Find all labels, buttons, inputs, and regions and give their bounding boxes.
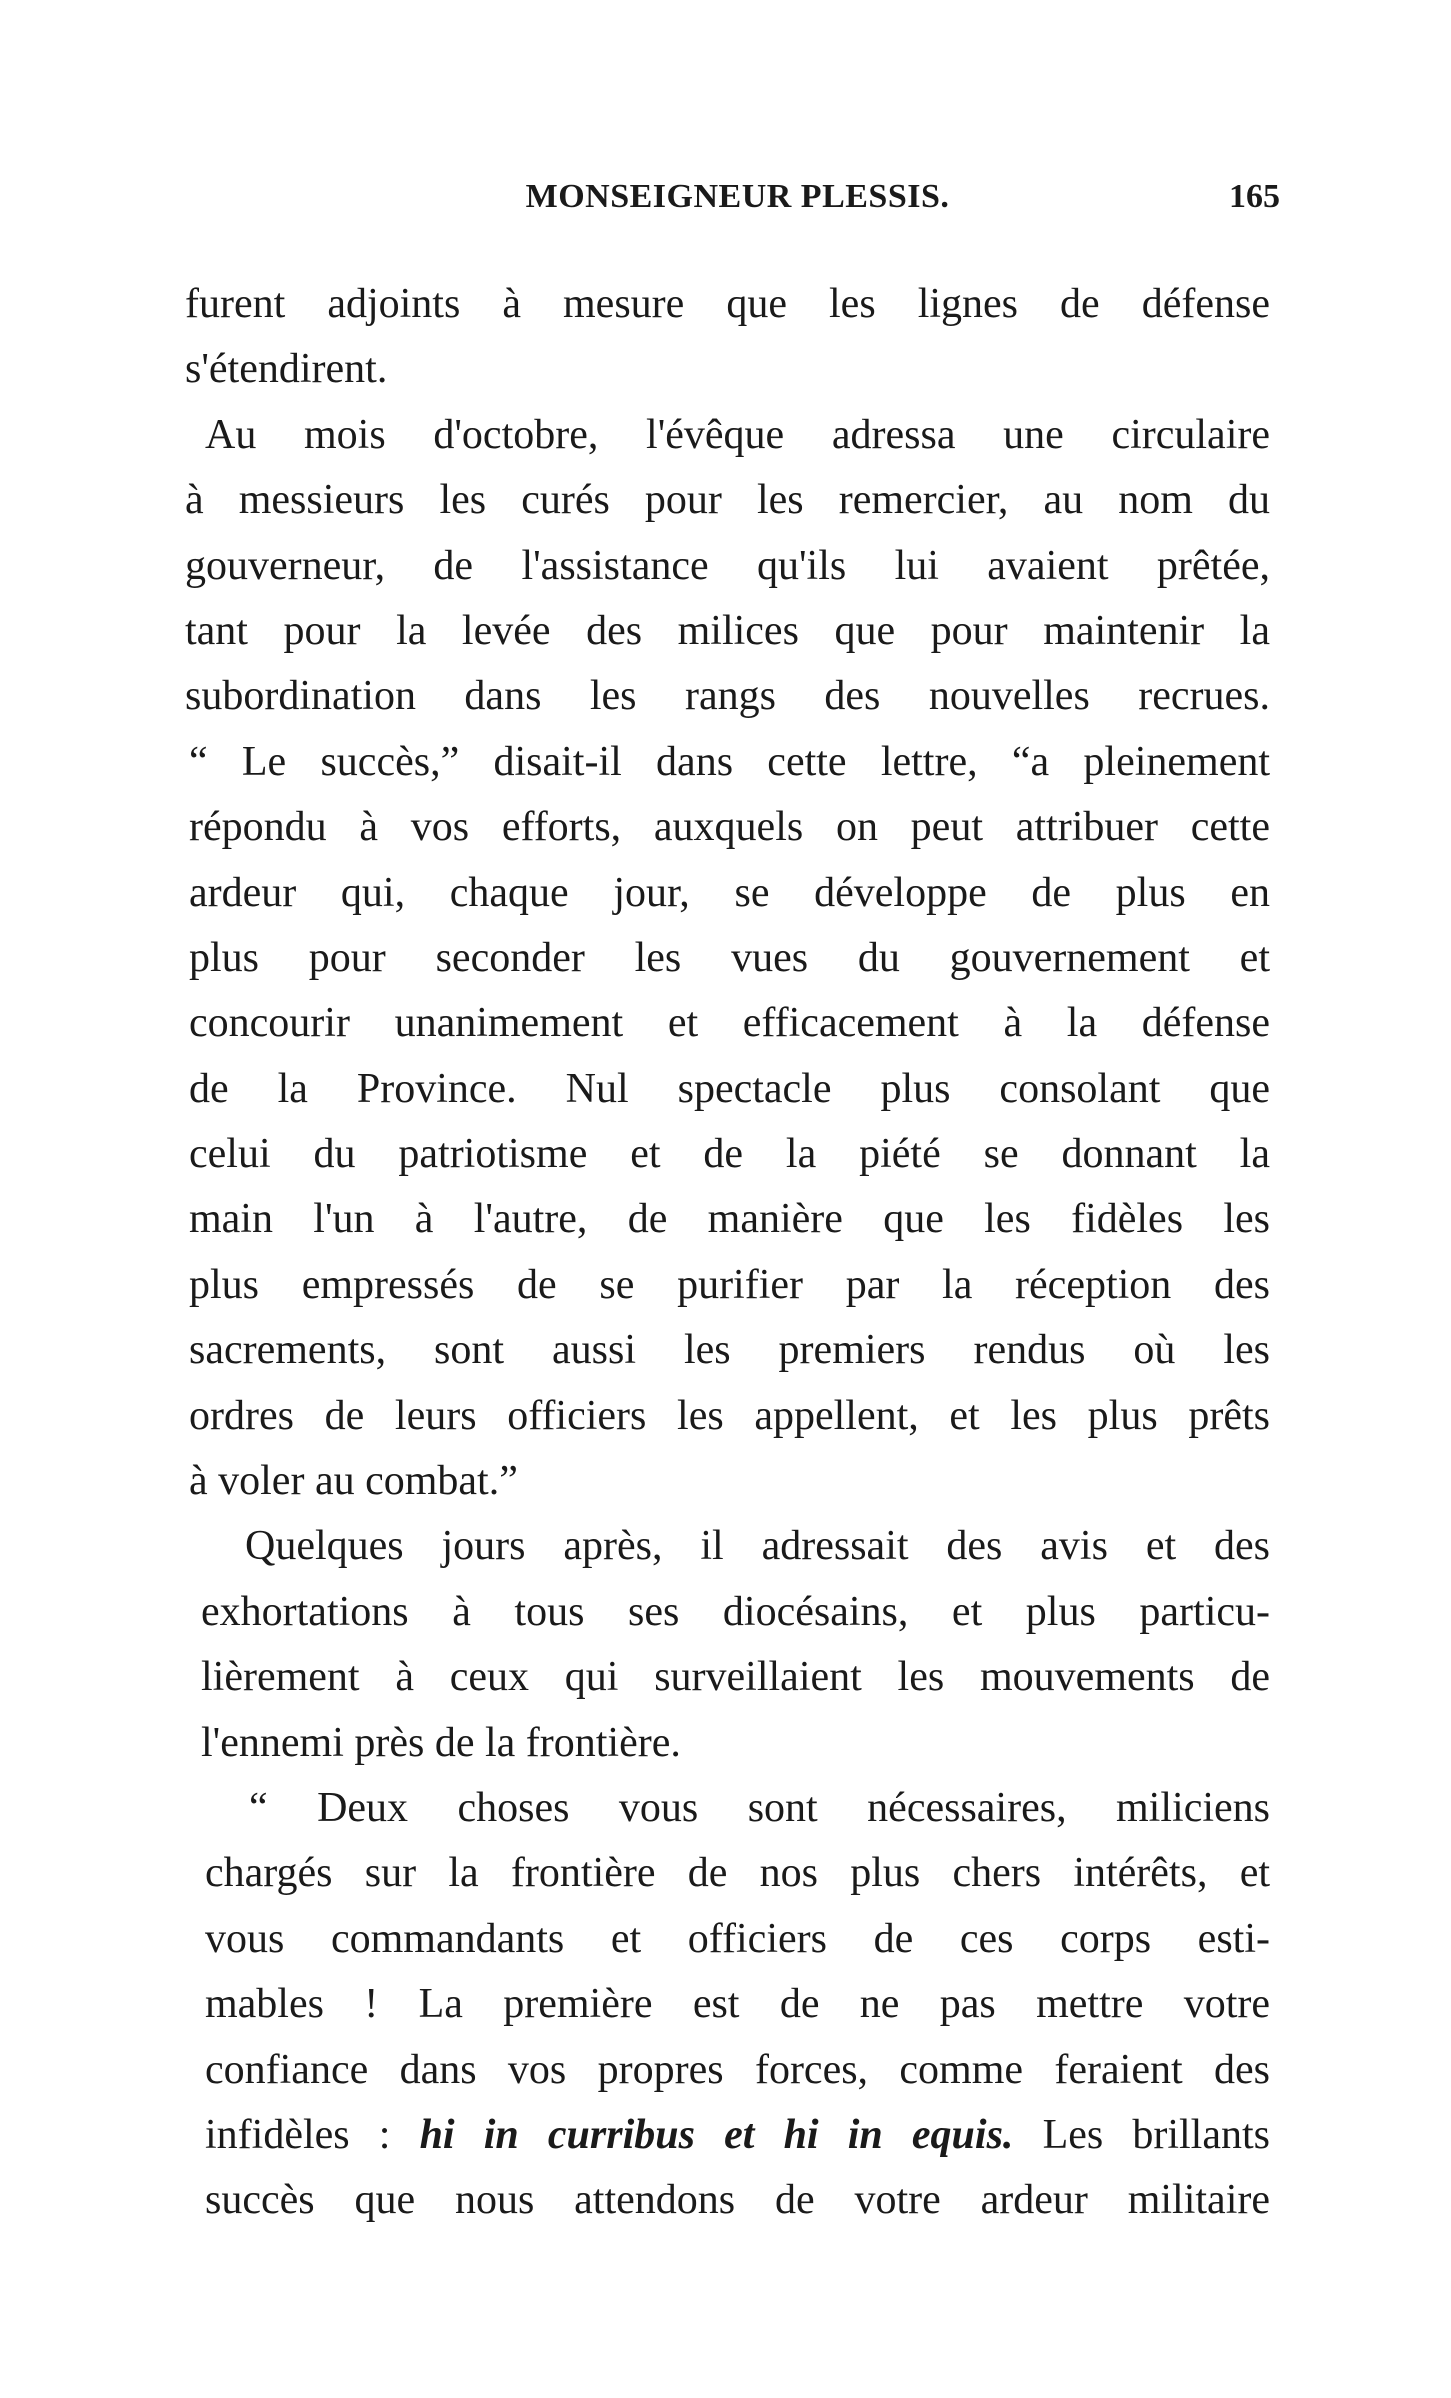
text-line: lièrement à ceux qui surveillaient les mouvements de bbox=[201, 1654, 1270, 1701]
text-line: répondu à vos efforts, auxquels on peut attribuer cette bbox=[189, 804, 1270, 851]
text-line: à messieurs les curés pour les remercier, au nom du bbox=[185, 477, 1270, 524]
text-line: mables ! La première est de ne pas mettre votre bbox=[205, 1981, 1270, 2028]
text-segment: infidèles : bbox=[205, 2111, 420, 2158]
text-line: gouverneur, de l'assistance qu'ils lui avaient prêtée, bbox=[185, 542, 1270, 589]
text-line: celui du patriotisme et de la piété se donnant la bbox=[189, 1131, 1270, 1178]
text-line: “ Deux choses vous sont nécessaires, miliciens bbox=[249, 1784, 1270, 1831]
text-line: vous commandants et officiers de ces corps esti- bbox=[205, 1915, 1270, 1962]
text-body bbox=[185, 272, 1270, 2234]
text-line: “ Le succès,” disait-il dans cette lettre, “a pleinement bbox=[189, 738, 1270, 785]
text-line: plus pour seconder les vues du gouvernement et bbox=[189, 934, 1270, 981]
text-line: concourir unanimement et efficacement à la défense bbox=[189, 1000, 1270, 1047]
text-line: exhortations à tous ses diocésains, et plus particu- bbox=[201, 1588, 1270, 1635]
text-line: ardeur qui, chaque jour, se développe de plus en bbox=[189, 869, 1270, 916]
text-line: Au mois d'octobre, l'évêque adressa une circulaire bbox=[205, 411, 1270, 458]
text-line: succès que nous attendons de votre ardeur militaire bbox=[205, 2177, 1270, 2224]
running-head bbox=[195, 178, 1280, 228]
text-line: confiance dans vos propres forces, comme feraient des bbox=[205, 2046, 1270, 2093]
page-number: 165 bbox=[1229, 178, 1280, 215]
text-line: de la Province. Nul spectacle plus consolant que bbox=[189, 1065, 1270, 1112]
text-line: tant pour la levée des milices que pour maintenir la bbox=[185, 607, 1270, 654]
text-line: ordres de leurs officiers les appellent, et les plus prêts bbox=[189, 1392, 1270, 1439]
text-line: Quelques jours après, il adressait des avis et des bbox=[245, 1523, 1270, 1570]
running-title: MONSEIGNEUR PLESSIS. bbox=[525, 178, 950, 215]
text-line: s'étendirent. bbox=[185, 346, 388, 393]
text-line: l'ennemi près de la frontière. bbox=[201, 1719, 681, 1766]
text-line: à voler au combat.” bbox=[189, 1458, 518, 1505]
text-segment: Les brillants bbox=[1013, 2111, 1270, 2158]
text-line: subordination dans les rangs des nouvelles recrues. bbox=[185, 673, 1270, 720]
text-line: furent adjoints à mesure que les lignes de défense bbox=[185, 281, 1270, 327]
text-line bbox=[185, 2103, 1270, 2168]
latin-quote: hi in curribus et hi in equis. bbox=[419, 2111, 1014, 2158]
text-line: plus empressés de se purifier par la réception des bbox=[189, 1261, 1270, 1308]
text-line: chargés sur la frontière de nos plus chers intérêts, et bbox=[205, 1850, 1270, 1897]
text-line: main l'un à l'autre, de manière que les fidèles les bbox=[189, 1196, 1270, 1243]
text-line: sacrements, sont aussi les premiers rendus où les bbox=[189, 1327, 1270, 1374]
